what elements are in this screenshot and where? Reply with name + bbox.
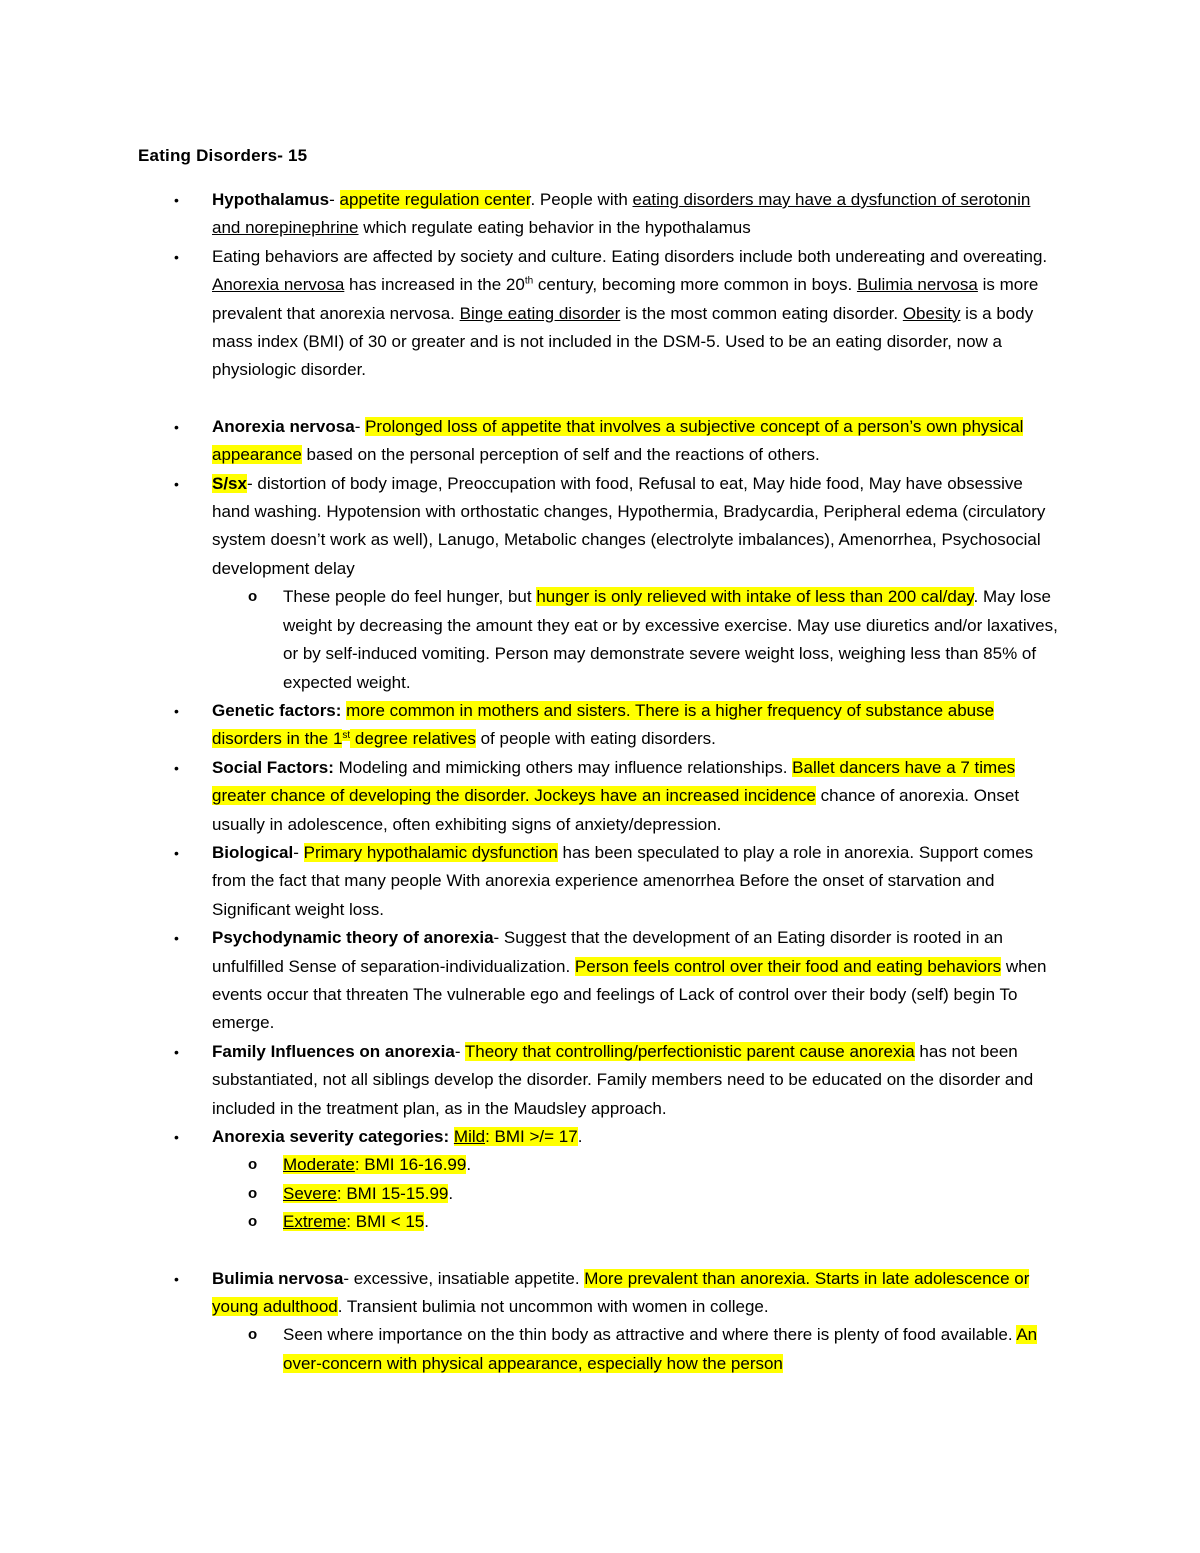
document-title: Eating Disorders- 15 — [138, 146, 308, 165]
highlighted-text: st — [342, 729, 351, 741]
list-item — [0, 1038, 1200, 1123]
highlighted-text: appetite regulation center — [339, 190, 531, 209]
bullet-marker: • — [174, 930, 179, 947]
text-run: is the most common eating disorder. — [620, 303, 903, 323]
text-run: Modeling and mimicking others may influence relationships. — [333, 757, 793, 777]
sub-list-item — [0, 1151, 1200, 1179]
text-run: when events occur that threaten The vulnerable ego and feelings of Lack of control over their body (self) begin To emerge. — [212, 956, 1047, 1033]
highlighted-text: : BMI 16-16.99 — [354, 1155, 467, 1175]
highlighted-text: degree relatives — [350, 729, 476, 749]
sub-list-item — [0, 1321, 1200, 1378]
text-run: - excessive, insatiable appetite. — [343, 1268, 585, 1288]
bullet-marker: • — [174, 248, 179, 265]
text-run: has been speculated to play a role in anorexia. Support comes from the fact that many people With anorexia experience amenorrhea Before the onset of starvation and Significant weight loss. — [212, 842, 1034, 919]
bullet-marker: • — [174, 844, 179, 861]
highlighted-text: Primary hypothalamic dysfunction — [303, 842, 558, 862]
list-item — [0, 1265, 1200, 1322]
highlighted-text: An over-concern with physical appearance, especially how the person — [283, 1325, 1038, 1373]
text-run: th — [524, 275, 534, 287]
sub-bullet-marker: o — [248, 588, 258, 606]
text-run: These people do feel hunger, but — [283, 587, 537, 607]
underlined-term: Bulimia nervosa — [856, 275, 978, 295]
bold-term: Social Factors: — [212, 757, 334, 777]
text-run: . — [577, 1127, 583, 1146]
list-item — [0, 243, 1200, 385]
list-item — [0, 470, 1200, 584]
notes-list — [0, 186, 1200, 1378]
text-run: has not been substantiated, not all siblings develop the disorder. Family members need to be educated on the disorder and included in the treatment plan, as in the Maudsley approach. — [212, 1041, 1034, 1118]
list-item — [0, 697, 1200, 754]
list-item — [0, 839, 1200, 924]
list-item — [0, 413, 1200, 470]
underlined-term: Obesity — [902, 303, 961, 323]
bullet-marker: • — [174, 759, 179, 776]
text-run: - — [354, 416, 366, 436]
text-run: which regulate eating behavior in the hypothalamus — [358, 218, 751, 238]
bold-term: Genetic factors: — [212, 700, 342, 720]
sub-bullet-marker: o — [248, 1184, 258, 1202]
highlighted-text: hunger is only relieved with intake of less than 200 cal/day — [536, 587, 974, 607]
highlighted-text: Person feels control over their food and eating behaviors — [574, 956, 1002, 976]
bullet-marker: • — [174, 475, 179, 492]
list-item — [0, 754, 1200, 839]
text-run: . Transient bulimia not uncommon with women in college. — [337, 1297, 769, 1317]
text-run: of people with eating disorders. — [475, 729, 716, 749]
text-run: Eating behaviors are affected by society and culture. Eating disorders include both undereating and overeating. — [212, 246, 1048, 266]
highlighted-text: : BMI >/= 17 — [485, 1127, 578, 1146]
text-run: based on the personal perception of self and the reactions of others. — [301, 445, 820, 465]
text-run: chance of anorexia. Onset usually in adolescence, often exhibiting signs of anxiety/depression. — [212, 786, 1020, 834]
underlined-term: eating disorders may have a dysfunction of serotonin and norepinephrine — [212, 190, 1031, 238]
highlighted-text: Ballet dancers have a 7 times greater chance of developing the disorder. Jockeys have an increased incidence — [212, 757, 1016, 806]
sub-bullet-marker: o — [248, 1213, 258, 1231]
underlined-term: Anorexia nervosa — [212, 275, 345, 295]
highlighted-text: Prolonged loss of appetite that involves a subjective concept of a person’s own physical appearance — [212, 416, 1024, 465]
bullet-marker: • — [174, 702, 179, 719]
bullet-marker: • — [174, 1043, 179, 1060]
bullet-marker: • — [174, 1270, 179, 1287]
highlighted-text: Theory that controlling/perfectionistic parent cause anorexia — [464, 1041, 915, 1061]
sub-list-item — [0, 583, 1200, 697]
highlighted-text: Extreme — [283, 1212, 347, 1232]
sub-list-item — [0, 1180, 1200, 1208]
text-run: - — [454, 1041, 465, 1061]
text-run: has increased in the 20 — [344, 275, 525, 295]
bullet-marker: • — [174, 1129, 179, 1145]
bullet-marker: • — [174, 418, 179, 435]
text-run: . — [424, 1212, 429, 1232]
bold-term: Anorexia severity categories: — [212, 1127, 450, 1146]
text-run: . — [466, 1155, 472, 1175]
highlighted-text: : BMI 15-15.99 — [336, 1183, 449, 1203]
highlighted-text: Mild — [453, 1127, 486, 1146]
bold-term: Anorexia nervosa — [212, 416, 355, 436]
bold-term: Biological — [212, 842, 294, 862]
list-item — [0, 924, 1200, 1038]
text-run: . May lose weight by decreasing the amount they eat or by excessive exercise. May use diuretics and/or laxatives, or by self-induced vomiting. Person may demonstrate severe weight loss, weighing less than 85% of expected weight. — [283, 587, 1058, 692]
list-item — [0, 1123, 1200, 1151]
text-run: . People with — [530, 190, 633, 209]
text-run: . — [448, 1183, 454, 1203]
text-run: is more prevalent that anorexia nervosa. — [212, 275, 1039, 323]
bold-term: Hypothalamus — [212, 190, 330, 209]
highlighted-text: more common in mothers and sisters. There is a higher frequency of substance abuse disorders in the 1 — [212, 700, 995, 749]
bold-term: Family Influences on anorexia — [212, 1041, 455, 1061]
highlighted-text: : BMI < 15 — [346, 1212, 425, 1232]
text-run: - — [329, 190, 340, 209]
text-run: - — [293, 842, 304, 862]
sub-list-item — [0, 1208, 1200, 1236]
list-item — [0, 186, 1200, 243]
text-run: is a body mass index (BMI) of 30 or greater and is not included in the DSM-5. Used to be an eating disorder, now a physiologic disorder. — [212, 303, 1034, 380]
sub-bullet-marker: o — [248, 1326, 258, 1344]
highlighted-text: More prevalent than anorexia. Starts in late adolescence or young adulthood — [212, 1268, 1030, 1317]
highlighted-text: Moderate — [283, 1155, 355, 1175]
bullet-marker: • — [174, 192, 179, 208]
underlined-term: Binge eating disorder — [459, 303, 621, 323]
text-run: century, becoming more common in boys. — [533, 275, 857, 295]
bold-term: Bulimia nervosa — [212, 1268, 344, 1288]
text-run: Seen where importance on the thin body as attractive and where there is plenty of food available. — [283, 1325, 1017, 1345]
text-run: - Suggest that the development of an Eating disorder is rooted in an unfulfilled Sense of separation-individualization. — [212, 928, 1003, 976]
highlighted-text: Severe — [283, 1183, 337, 1203]
sub-bullet-marker: o — [248, 1156, 258, 1174]
highlighted-text: S/sx — [212, 473, 247, 493]
text-run: - distortion of body image, Preoccupation with food, Refusal to eat, May hide food, May have obsessive hand washing. Hypotension with orthostatic changes, Hypothermia, Bradycardia, Peripheral edema (circulatory system doesn’t work as well), Lanugo, Metabolic changes (electrolyte imbalances), Amenorrhea, Psychosocial development delay — [212, 473, 1046, 578]
bold-term: Psychodynamic theory of anorexia — [212, 928, 494, 948]
